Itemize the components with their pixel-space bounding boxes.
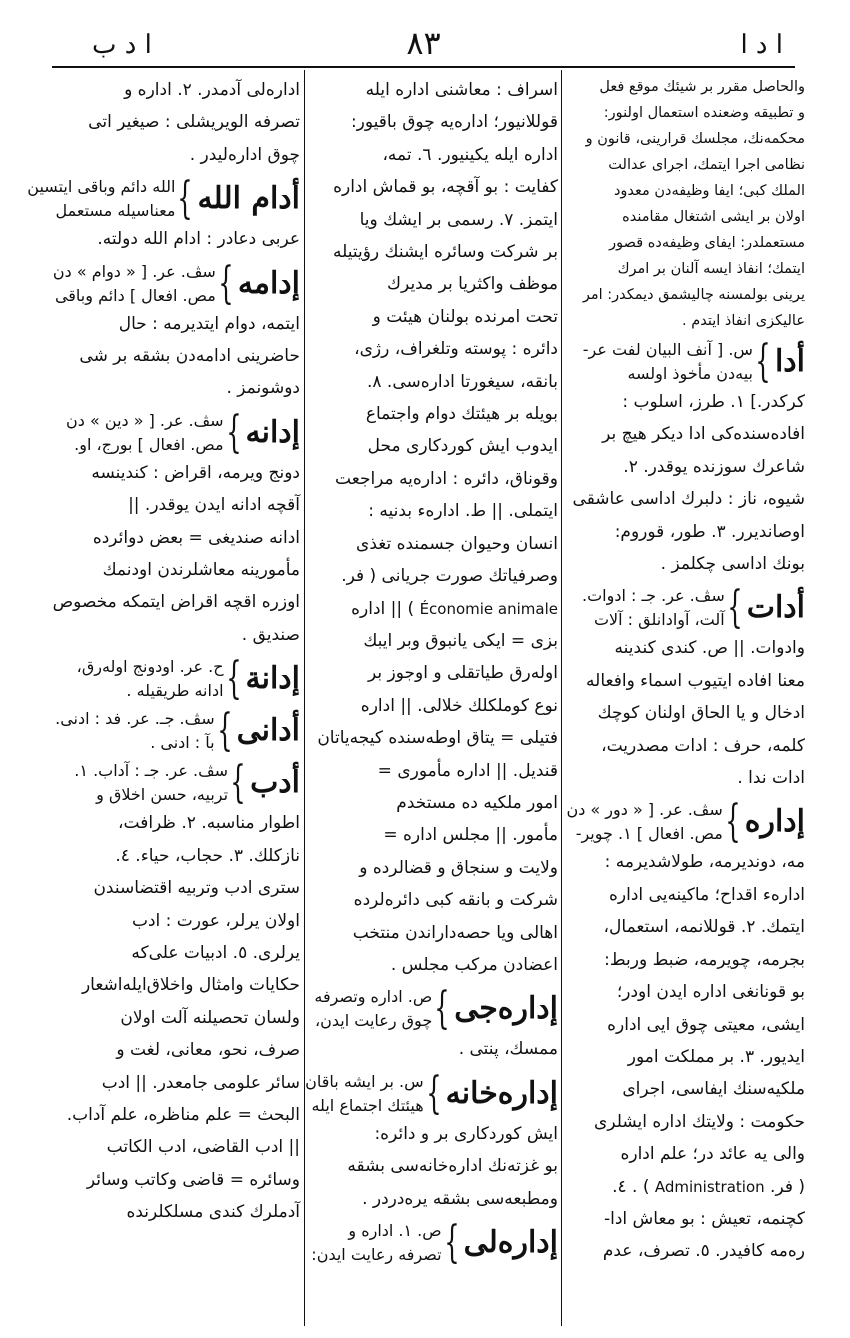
definition-line: اداره‌لی آدمدر. ٢. اداره و xyxy=(124,80,300,100)
headword: إدانة xyxy=(245,661,300,697)
definition-line: مأمور. || مجلس اداره = xyxy=(383,825,558,846)
definition-line: تصرفه الویریشلی : صیغیر اتی xyxy=(88,112,300,133)
definition-line: وادوات. || ص. کندی کندینه xyxy=(614,638,805,659)
definition-line: یرینی بولمسنه چالیشمق دیمکدر: امر xyxy=(582,287,805,303)
definition-line: شیوه، ناز : دلبرك اداسی عاشقی xyxy=(572,489,805,510)
headword-definition xyxy=(52,260,216,308)
headword-definition-line: تصرفه رعایت ایدن: xyxy=(311,1245,442,1264)
definition-line: بو قونانغی اداره ایدن اودر؛ xyxy=(616,982,805,1003)
entry-head xyxy=(52,406,300,458)
definition-line: حاضرینی ادامه‌دن بشقه بر شی xyxy=(79,346,300,367)
definition-line: بانقه، سیغورتا اداره‌سی. ٨. xyxy=(366,371,558,392)
definition-line: || ادب القاضی، ادب الکاتب xyxy=(106,1137,300,1158)
definition-line: اولان بر ایشی اشتغال مقامنده xyxy=(622,209,805,225)
headword: إداره‌جی xyxy=(454,991,558,1027)
definition-line: البحث = علم مناظره، علم آداب. xyxy=(66,1104,300,1125)
dictionary-entry xyxy=(52,655,300,703)
brace-mark: } xyxy=(230,757,246,809)
headword-definition-line: ص. اداره وتصرفه xyxy=(314,987,433,1007)
definition-line: امور ملکیه ده مستخدم xyxy=(396,792,558,813)
definition-line: نوع کوملکلك خلالی. || اداره xyxy=(360,695,558,716)
brace-mark: } xyxy=(216,705,233,757)
dictionary-entry xyxy=(52,707,300,755)
definition-line: یرلری. ٥. ادبیات علی‌که xyxy=(131,942,300,963)
definition-line: اسراف : معاشنی اداره ایله xyxy=(365,80,558,100)
entry-head xyxy=(52,759,300,807)
headword-definition-line: س. [ آنف البیان لفت عر- xyxy=(582,340,753,359)
headword: أدام الله xyxy=(197,181,300,217)
headword: إداره‌خانه xyxy=(445,1075,558,1111)
dictionary-entry xyxy=(567,584,805,794)
entry-head xyxy=(567,798,805,846)
headword-definition-line: بآ : ادنی . xyxy=(150,733,215,753)
brace-mark: } xyxy=(225,653,242,705)
definition-line: شرکت و بانقه کبی دائره‌لرده xyxy=(353,890,558,911)
definition-line: صندیق . xyxy=(241,624,300,645)
page-header xyxy=(52,24,795,68)
headword-definition xyxy=(567,584,725,632)
definition-line: حکایات وامثال واخلاق‌ایله‌اشعار xyxy=(81,975,300,996)
entry-head xyxy=(52,707,300,755)
brace-mark: } xyxy=(225,406,242,458)
headword-definition-line: سڤ. عر. جـ : آداب. ١. xyxy=(74,761,229,781)
definition-line: اولان یرلر، عورت : ادب xyxy=(131,910,300,931)
definition-line: بویله بر هیئتك دوام واجتماع xyxy=(365,404,558,425)
headword: أدا xyxy=(774,344,805,379)
definition-line: ره‌مه کافیدر. ٥. تصرف، عدم xyxy=(602,1241,805,1262)
definition-line: ستری ادب وتربیه اقتضاسندن xyxy=(93,878,300,899)
entry-head xyxy=(567,338,805,386)
definition-line: اطوار مناسبه. ٢. ظرافت، xyxy=(118,813,300,834)
entry-head xyxy=(310,985,558,1033)
definition-line: تحت امرنده بولنان هیئت و xyxy=(372,306,558,327)
definition-line: چوق اداره‌لیدر . xyxy=(189,144,300,165)
headword: أدب xyxy=(250,765,300,801)
entry-head xyxy=(305,1067,558,1119)
definition-line: ادخال و یا الحاق اولنان کوچك xyxy=(597,703,805,724)
brace-mark: } xyxy=(725,796,741,848)
headword-definition-line: سڤ. جـ. عر. فد : ادنی. xyxy=(55,709,215,729)
definition-line: اعضادن مرکب مجلس . xyxy=(390,954,558,975)
headword-definition xyxy=(305,1070,424,1118)
definition-line: ایدوب ایش کوردکاری محل xyxy=(367,436,558,457)
entry-head xyxy=(52,257,300,309)
definition-line: آدملرك کندی مسلکلرنده xyxy=(126,1202,300,1223)
definition-line: بزی = ایکی یانبوق وبر ایبك xyxy=(363,630,558,651)
definition-line: قندیل. || اداره مأموری = xyxy=(377,760,558,781)
headword: إداره‌لی xyxy=(463,1225,558,1260)
definition-line: انسان وحیوان جسمنده تغذی xyxy=(356,533,558,554)
definition-line: ولسان تحصیلنه آلت اولان xyxy=(120,1007,300,1028)
definition-line: اوصاندیرر. ٣. طور، قوروم: xyxy=(614,521,805,542)
column-divider-right xyxy=(561,70,562,1326)
definition-line: نظامی اجرا ایتمك، اجرای عدالت xyxy=(608,157,805,173)
definition-line: صرف، نحو، معانی، لغت و xyxy=(116,1040,300,1061)
headword: إدامه xyxy=(237,265,300,301)
header-left-guideword: ا د ب xyxy=(92,30,152,60)
definition-line: ایتمه، دوام ایتدیرمه : حال xyxy=(118,313,300,334)
headword-definition-line: چوق رعایت ایدن، xyxy=(314,1011,433,1031)
definition-line: الملك کبی؛ ایفا وظیفه‌دن معدود xyxy=(613,183,805,199)
definition-line: اوله‌رق طیاتقلی و اوجوز بر xyxy=(368,663,558,684)
definition-line: دونج ویرمه، اقراض : کندینسه xyxy=(91,462,300,483)
definition-line: مه، دوندیرمه، طولاشدیرمه : xyxy=(604,852,805,873)
definition-line: والحاصل مقرر بر شیئك موقع فعل xyxy=(599,79,805,95)
definition-line: افاده‌سنده‌کی ادا دیکر هیچ بر xyxy=(602,424,805,445)
definition-line: اداره‌ء اقداح؛ ماکینه‌یی اداره xyxy=(609,884,805,905)
definition-line: بونك اداسی چکلمز . xyxy=(660,554,805,575)
headword-definition xyxy=(27,175,175,223)
definition-line: ایتمك. ٢. قوللانمه، استعمال، xyxy=(603,917,805,938)
headword: أدانی xyxy=(236,713,300,749)
dictionary-entry xyxy=(27,173,300,255)
entry-head xyxy=(310,1219,558,1267)
definition-line: آقچه ادانه ایدن یوقدر. || xyxy=(128,495,300,516)
definition-line: و تطبیقه وضعنده استعمال اولنور: xyxy=(603,105,805,121)
brace-mark: } xyxy=(218,257,234,309)
entry-head xyxy=(52,655,300,703)
definition-line: کلمه، حرف : ادات مصدریت، xyxy=(601,735,805,756)
headword-definition-line: ص. ١. اداره و xyxy=(348,1221,442,1240)
headword: إداره xyxy=(744,804,805,840)
definition-line: عالیکزی انفاذ ایتدم . xyxy=(682,313,805,329)
definition-line: ومطبعه‌سی بشقه یره‌دردر . xyxy=(362,1188,558,1209)
headword: أدات xyxy=(746,590,805,626)
headword-definition-line: تربیه، حسن اخلاق و xyxy=(96,785,229,805)
definition-line: موظف واکثریا بر مدیرك xyxy=(387,274,558,295)
definition-line: بر شرکت وسائره ایشنك رؤیتیله xyxy=(332,242,558,263)
dictionary-entry xyxy=(305,1067,558,1215)
definition-line: محکمه‌نك، مجلسك قرارینی، قانون و xyxy=(585,131,805,147)
headword-definition-line: ادانه طریقیله . xyxy=(126,681,224,701)
definition-line: کرکدر.] ١. طرز، اسلوب : xyxy=(622,392,805,412)
headword-definition xyxy=(566,798,722,846)
definition-line: دائره : پوسته وتلغراف، رژی، xyxy=(354,339,558,360)
definition-line: والی یه عائد در؛ علم اداره xyxy=(620,1144,805,1165)
definition-line: دوشونمز . xyxy=(226,378,300,399)
definition-line: ایتملی. || ط. اداره‌ء بدنیه : xyxy=(368,501,558,522)
definition-line: ایش کوردکاری بر و دائره: xyxy=(374,1123,558,1144)
definition-line: مأمورینه معاشلرندن اودنمك xyxy=(102,560,300,581)
headword-definition-line: مص. افعال ] دائم وباقی xyxy=(54,285,216,305)
headword-definition-line: سڤ. عر. [ « دین » دن xyxy=(66,410,224,430)
headword-definition xyxy=(567,338,753,386)
definition-line: قوللانیور؛ اداره‌یه چوق باقیور: xyxy=(350,112,558,133)
definition-line: نازکلك. ٣. حجاب، حیاء. ٤. xyxy=(115,845,300,866)
headword-definition-line: سڤ. عر. جـ : ادوات. xyxy=(582,586,725,606)
brace-mark: } xyxy=(177,173,194,225)
headword-definition xyxy=(310,985,432,1033)
definition-line: ( فر. Administration ) . ٤. xyxy=(612,1176,805,1197)
definition-line: اهالی ویا حصه‌داراندن منتخب xyxy=(352,922,558,943)
headword-definition xyxy=(52,759,228,807)
definition-line: معنا افاده ایتیوب اسماء وافعاله xyxy=(586,670,805,691)
dictionary-entry xyxy=(310,1219,558,1267)
headword-definition-line: آلت، آوادانلق : آلات xyxy=(593,610,725,630)
definition-line: شاعرك سوزنده یوقدر. ٢. xyxy=(623,456,805,477)
dictionary-entry xyxy=(52,257,300,405)
definition-line: ولایت و سنجاق و قضالرده و xyxy=(359,857,558,878)
definition-line: وصرفیاتك صورت جریانی ( فر. xyxy=(341,566,558,587)
right-column xyxy=(567,74,805,1324)
definition-line: ایتمك؛ انفاذ ایسه آلنان بر امرك xyxy=(617,261,805,277)
definition-line: ممسك، پنتی . xyxy=(458,1039,558,1060)
definition-line: بجرمه، چویرمه، ضبط وربط: xyxy=(604,949,805,970)
headword-definition-line: بیه‌دن مأخوذ اولسه xyxy=(627,364,753,383)
headword-definition xyxy=(52,707,215,755)
page-number: ٨٣ xyxy=(406,24,441,62)
definition-line: حکومت : ولایتك اداره ایشلری xyxy=(594,1111,805,1132)
headword-definition-line: معناسیله مستعمل xyxy=(55,201,176,221)
entry-head xyxy=(567,584,805,632)
definition-line: ایتمز. ٧. رسمی بر ایشك ویا xyxy=(359,209,558,230)
dictionary-entry xyxy=(310,985,558,1065)
definition-line: سائر علومی جامعدر. || ادب xyxy=(101,1072,300,1093)
definition-line: وقوناق، دائره : اداره‌یه مراجعت xyxy=(335,468,558,489)
definition-line: اوزره اقچه اقراض ایتمکه مخصوص xyxy=(52,592,300,613)
definition-line: عربی دعادر : ادام الله دولته. xyxy=(97,229,300,250)
definition-line: ایدیور. ٣. بر مملکت امور xyxy=(627,1046,805,1067)
headword-definition-line: سڤ. عر. [ « دور » دن xyxy=(566,800,723,820)
column-divider-left xyxy=(304,70,305,1326)
header-right-guideword: ا د ا xyxy=(740,30,783,60)
headword: إدانه xyxy=(245,414,300,450)
brace-mark: } xyxy=(727,582,743,634)
middle-column xyxy=(305,74,558,1324)
header-rule xyxy=(52,66,795,68)
definition-line: مستعملدر: ایفای وظیفه‌ده قصور xyxy=(609,235,805,251)
headword-definition-line: مص. افعال ] ١. چویر- xyxy=(575,824,723,844)
headword-definition-line: ح. عر. اودونج اوله‌رق، xyxy=(76,657,224,677)
definition-line: ملکیه‌سنك ایفاسی، اجرای xyxy=(622,1079,805,1100)
definition-line: ایشی، معیتی چوق ایی اداره xyxy=(607,1014,805,1035)
definition-line: وسائره = قاضی وکاتب وسائر xyxy=(86,1169,300,1190)
headword-definition-line: مص. افعال ] بورج، او. xyxy=(74,434,224,454)
definition-line: ادات ندا . xyxy=(737,768,805,789)
headword-definition xyxy=(310,1219,442,1267)
headword-definition-line: س. بر ایشه باقان xyxy=(305,1071,424,1091)
brace-mark: } xyxy=(755,336,771,387)
headword-definition-line: سڤ. عر. [ « دوام » دن xyxy=(52,261,216,281)
definition-line: بو غزته‌نك اداره‌خانه‌سی بشقه xyxy=(347,1156,558,1177)
definition-line: Économie animale ) || اداره xyxy=(351,598,558,619)
brace-mark: } xyxy=(425,1067,442,1119)
definition-line: فتیلی = یتاق اوطه‌سنده کیجه‌یاتان xyxy=(317,728,558,749)
definition-line: ادانه صندیغی = بعض دوائرده xyxy=(92,527,300,548)
definition-line: اداره ایله یکینیور. ٦. تمه، xyxy=(382,144,558,165)
dictionary-entry xyxy=(52,406,300,651)
definition-line: کچنمه، تعیش : بو معاش ادا- xyxy=(603,1208,805,1229)
left-column xyxy=(27,74,300,1324)
headword-definition xyxy=(52,655,224,703)
brace-mark: } xyxy=(434,983,450,1035)
dictionary-entry xyxy=(567,338,805,580)
dictionary-entry xyxy=(52,759,300,1228)
dictionary-entry xyxy=(567,798,805,1267)
headword-definition-line: هیئتك اجتماع ایله xyxy=(311,1095,424,1115)
headword-definition xyxy=(52,409,224,457)
brace-mark: } xyxy=(443,1217,460,1268)
definition-line: کفایت : بو آقچه، بو قماش اداره xyxy=(333,177,558,198)
entry-head xyxy=(27,173,300,225)
headword-definition-line: الله دائم وباقی ایتسین xyxy=(27,177,176,197)
